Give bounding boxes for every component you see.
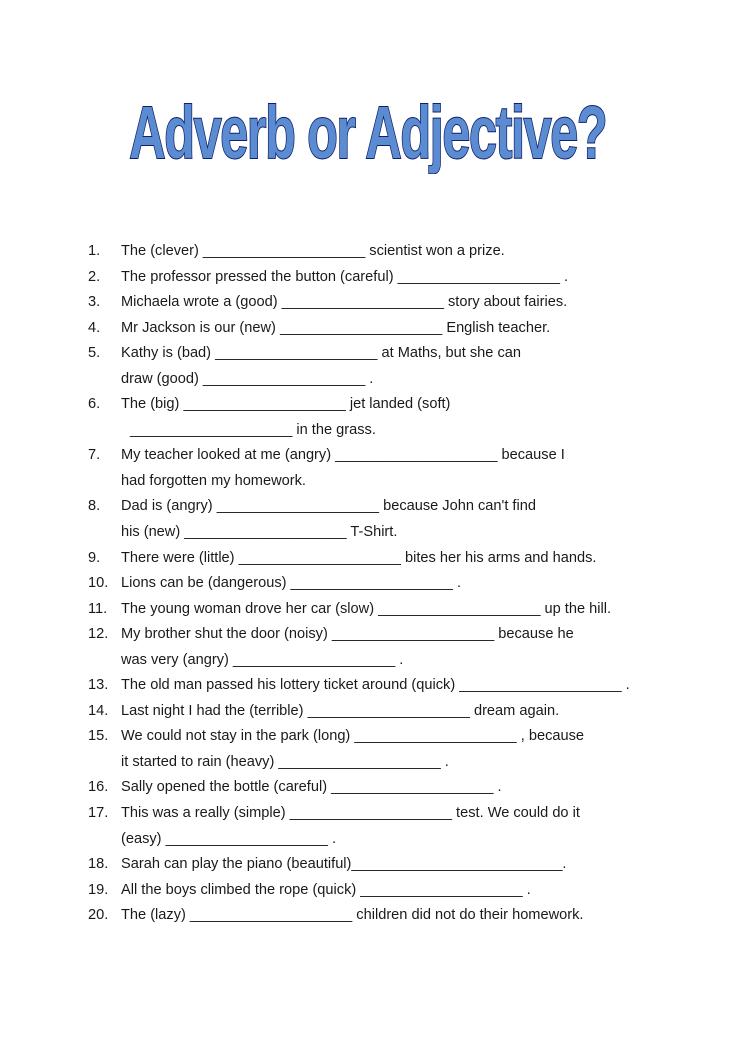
item-number: 19. xyxy=(88,881,109,898)
exercise-item xyxy=(0,392,736,418)
item-number: 6. xyxy=(88,396,101,413)
item-text: My teacher looked at me (angry) ____________________ because I xyxy=(121,447,565,464)
item-number: 12. xyxy=(88,626,109,643)
exercise-item xyxy=(0,852,736,878)
exercise-item-continuation xyxy=(0,418,736,444)
item-text: There were (little) ____________________ bites her his arms and hands. xyxy=(121,549,597,566)
item-text: The old man passed his lottery ticket around (quick) ____________________ . xyxy=(121,677,630,694)
exercise-item xyxy=(0,673,736,699)
item-number: 13. xyxy=(88,677,109,694)
exercise-item-continuation xyxy=(0,367,736,393)
item-text: This was a really (simple) ____________________ test. We could do it xyxy=(121,805,580,822)
exercise-item xyxy=(0,801,736,827)
exercise-item xyxy=(0,622,736,648)
item-text: Sarah can play the piano (beautiful)__________________________. xyxy=(121,856,567,873)
exercise-item xyxy=(0,878,736,904)
item-number: 11. xyxy=(88,600,108,617)
exercise-item xyxy=(0,443,736,469)
exercise-item xyxy=(0,265,736,291)
exercise-item xyxy=(0,316,736,342)
item-text: All the boys climbed the rope (quick) ____________________ . xyxy=(121,881,531,898)
worksheet-title: Adverb or Adjective? xyxy=(129,91,607,174)
exercise-item xyxy=(0,724,736,750)
item-text: Lions can be (dangerous) ____________________ . xyxy=(121,575,461,592)
item-text: his (new) ____________________ T-Shirt. xyxy=(121,524,398,541)
item-text: Dad is (angry) ____________________ because John can't find xyxy=(121,498,536,515)
item-text: had forgotten my homework. xyxy=(121,472,306,489)
title-container xyxy=(0,91,736,206)
item-number: 9. xyxy=(88,549,101,566)
exercise-list xyxy=(0,239,736,929)
exercise-item xyxy=(0,571,736,597)
item-number: 2. xyxy=(88,268,101,285)
item-number: 17. xyxy=(88,805,109,822)
item-number: 5. xyxy=(88,345,101,362)
item-number: 4. xyxy=(88,319,101,336)
item-text: it started to rain (heavy) ____________________ . xyxy=(121,753,449,770)
exercise-item xyxy=(0,546,736,572)
item-text: Sally opened the bottle (careful) ____________________ . xyxy=(121,779,502,796)
item-number: 14. xyxy=(88,702,109,719)
item-number: 16. xyxy=(88,779,109,796)
item-text: (easy) ____________________ . xyxy=(121,830,337,847)
exercise-item xyxy=(0,699,736,725)
item-text: We could not stay in the park (long) ____________________ , because xyxy=(121,728,585,745)
item-text: was very (angry) ____________________ . xyxy=(121,651,404,668)
exercise-item xyxy=(0,597,736,623)
exercise-item-continuation xyxy=(0,827,736,853)
item-text: The (big) ____________________ jet landed (soft) xyxy=(121,396,451,413)
item-text: The (lazy) ____________________ children did not do their homework. xyxy=(121,907,584,924)
exercise-item xyxy=(0,290,736,316)
item-number: 7. xyxy=(88,447,101,464)
item-text: Michaela wrote a (good) ____________________ story about fairies. xyxy=(121,294,568,311)
exercise-item-continuation xyxy=(0,750,736,776)
item-text: Mr Jackson is our (new) ____________________ English teacher. xyxy=(121,319,551,336)
exercise-item xyxy=(0,775,736,801)
exercise-item-continuation xyxy=(0,520,736,546)
item-number: 1. xyxy=(88,243,101,259)
item-number: 3. xyxy=(88,294,101,311)
item-text: The professor pressed the button (careful) ____________________ . xyxy=(121,268,569,285)
item-text: The (clever) ____________________ scientist won a prize. xyxy=(121,243,505,259)
exercise-item xyxy=(0,239,736,265)
exercise-item xyxy=(0,494,736,520)
item-number: 8. xyxy=(88,498,101,515)
item-text: My brother shut the door (noisy) ____________________ because he xyxy=(121,626,574,643)
item-number: 10. xyxy=(88,575,109,592)
item-text: Kathy is (bad) ____________________ at Maths, but she can xyxy=(121,345,522,362)
item-text: draw (good) ____________________ . xyxy=(121,370,374,387)
item-text: The young woman drove her car (slow) ____________________ up the hill. xyxy=(121,600,612,617)
item-number: 20. xyxy=(88,907,109,924)
item-number: 15. xyxy=(88,728,109,745)
item-number: 18. xyxy=(88,856,109,873)
exercise-item-continuation xyxy=(0,469,736,495)
item-text: Last night I had the (terrible) ____________________ dream again. xyxy=(121,702,560,719)
exercise-item xyxy=(0,341,736,367)
exercise-item xyxy=(0,903,736,929)
item-text: ____________________ in the grass. xyxy=(130,421,376,438)
exercise-item-continuation xyxy=(0,648,736,674)
